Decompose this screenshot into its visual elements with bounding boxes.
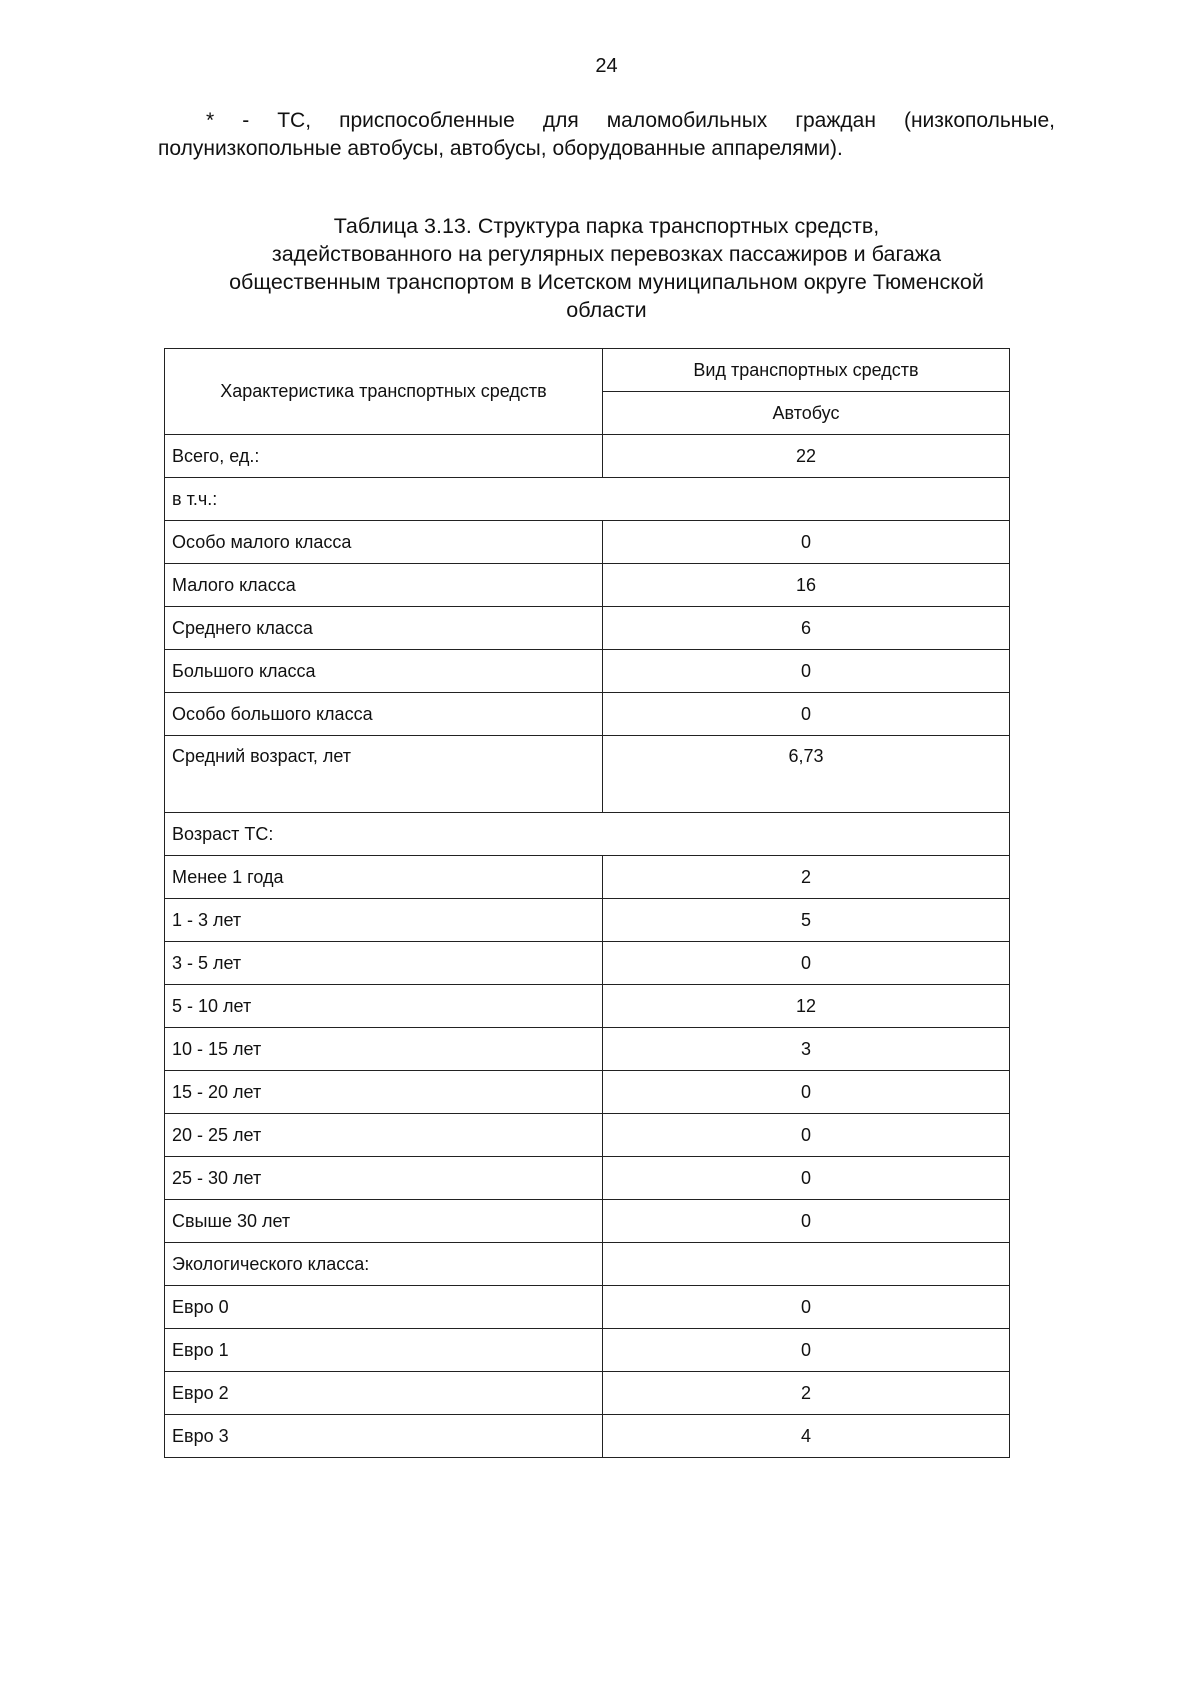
row-label: Среднего класса <box>165 607 603 650</box>
table-row <box>165 1200 1010 1243</box>
header-vehicle-type: Вид транспортных средств <box>603 349 1010 392</box>
avg-age-value: 6,73 <box>603 736 1010 813</box>
table-row <box>165 564 1010 607</box>
caption-line-4: области <box>566 298 647 322</box>
table-row <box>165 856 1010 899</box>
caption-line-1: Таблица 3.13. Структура парка транспортных средств, <box>333 214 880 238</box>
row-value: 0 <box>603 650 1010 693</box>
table-caption <box>158 212 1055 324</box>
row-value: 0 <box>603 693 1010 736</box>
fleet-structure-table <box>164 348 1010 1458</box>
eco-section-empty <box>603 1243 1010 1286</box>
row-value: 0 <box>603 1329 1010 1372</box>
row-value: 0 <box>603 1200 1010 1243</box>
row-label: 10 - 15 лет <box>165 1028 603 1071</box>
table-row <box>165 1415 1010 1458</box>
row-value: 0 <box>603 1157 1010 1200</box>
row-value: 5 <box>603 899 1010 942</box>
table-row <box>165 521 1010 564</box>
row-label: Свыше 30 лет <box>165 1200 603 1243</box>
row-label: Евро 3 <box>165 1415 603 1458</box>
row-value: 2 <box>603 856 1010 899</box>
table-row <box>165 650 1010 693</box>
table-row <box>165 1114 1010 1157</box>
header-bus: Автобус <box>603 392 1010 435</box>
row-value: 0 <box>603 1286 1010 1329</box>
age-section-row <box>165 813 1010 856</box>
table-row <box>165 1071 1010 1114</box>
table-row <box>165 1157 1010 1200</box>
row-value: 3 <box>603 1028 1010 1071</box>
row-label: Особо большого класса <box>165 693 603 736</box>
avg-age-row <box>165 736 1010 813</box>
table-row <box>165 899 1010 942</box>
eco-section-label: Экологического класса: <box>165 1243 603 1286</box>
total-row <box>165 435 1010 478</box>
total-value: 22 <box>603 435 1010 478</box>
row-value: 0 <box>603 1114 1010 1157</box>
page-number: 24 <box>595 55 618 77</box>
row-value: 12 <box>603 985 1010 1028</box>
table-row <box>165 1329 1010 1372</box>
table-row <box>165 693 1010 736</box>
row-label: 1 - 3 лет <box>165 899 603 942</box>
total-label: Всего, ед.: <box>165 435 603 478</box>
row-label: Особо малого класса <box>165 521 603 564</box>
table-row <box>165 1372 1010 1415</box>
footnote <box>158 107 1055 163</box>
table-row <box>165 942 1010 985</box>
footnote-line-2: полунизкопольные автобусы, автобусы, оборудованные аппарелями). <box>158 137 843 160</box>
row-label: Менее 1 года <box>165 856 603 899</box>
row-label: Евро 2 <box>165 1372 603 1415</box>
row-label: 3 - 5 лет <box>165 942 603 985</box>
including-label: в т.ч.: <box>165 478 1010 521</box>
row-label: 5 - 10 лет <box>165 985 603 1028</box>
header-characteristic: Характеристика транспортных средств <box>165 349 603 435</box>
avg-age-label: Средний возраст, лет <box>165 736 603 813</box>
row-label: 20 - 25 лет <box>165 1114 603 1157</box>
caption-line-3: общественным транспортом в Исетском муниципальном округе Тюменской <box>229 270 984 294</box>
row-value: 4 <box>603 1415 1010 1458</box>
caption-line-2: задействованного на регулярных перевозках пассажиров и багажа <box>271 242 942 266</box>
row-label: Малого класса <box>165 564 603 607</box>
row-label: 15 - 20 лет <box>165 1071 603 1114</box>
including-row <box>165 478 1010 521</box>
row-label: Большого класса <box>165 650 603 693</box>
row-label: Евро 0 <box>165 1286 603 1329</box>
table-row <box>165 985 1010 1028</box>
row-label: 25 - 30 лет <box>165 1157 603 1200</box>
footnote-line-1: * - ТС, приспособленные для маломобильных граждан (низкопольные, <box>206 109 1055 132</box>
table-row <box>165 1028 1010 1071</box>
row-value: 0 <box>603 1071 1010 1114</box>
row-value: 16 <box>603 564 1010 607</box>
age-section-label: Возраст ТС: <box>165 813 1010 856</box>
row-value: 6 <box>603 607 1010 650</box>
row-value: 0 <box>603 521 1010 564</box>
table-header-row <box>165 349 1010 392</box>
table-row <box>165 1286 1010 1329</box>
eco-section-row <box>165 1243 1010 1286</box>
table-row <box>165 607 1010 650</box>
row-label: Евро 1 <box>165 1329 603 1372</box>
row-value: 0 <box>603 942 1010 985</box>
row-value: 2 <box>603 1372 1010 1415</box>
